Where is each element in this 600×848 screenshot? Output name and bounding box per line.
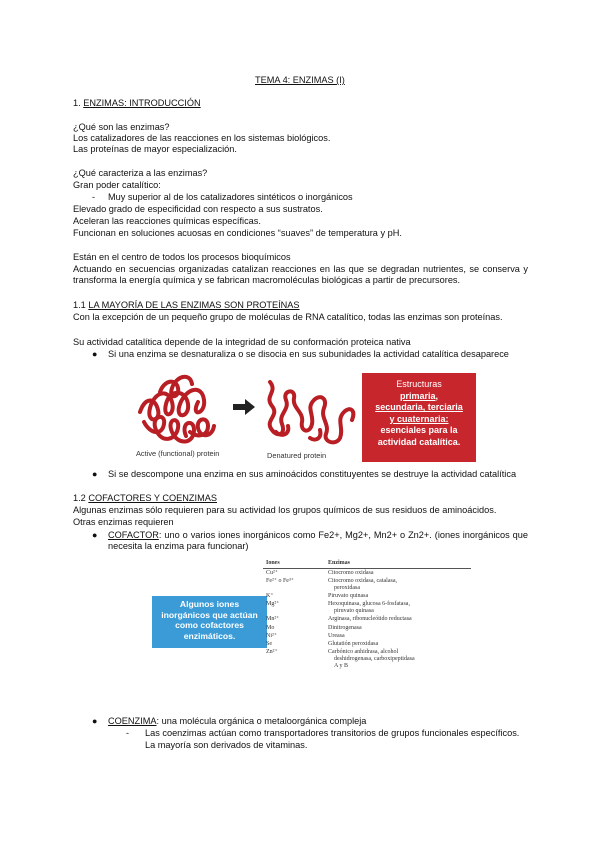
s12-line-2: Otras enzimas requieren	[73, 517, 174, 527]
coenzima-sub: Las coenzimas actúan como transportadores transitorios de grupos funcionales específicos. La mayoría son derivados de vitaminas.	[145, 728, 520, 750]
ion-cell: Zn²⁺	[266, 649, 278, 656]
table-row	[263, 577, 471, 592]
q2-line-3: Aceleran las reacciones químicas específicas.	[73, 216, 261, 226]
ion-cell: K⁺	[266, 592, 274, 599]
s11-bullet-1: Si una enzima se desnaturaliza o se disocia en sus subunidades la actividad catalítica desaparece	[108, 349, 509, 359]
table-row	[263, 649, 471, 671]
enzyme-line: Dinitrogenasa	[328, 624, 362, 631]
table-row	[263, 616, 471, 624]
ions-enzymes-table	[263, 559, 471, 671]
cofactor-text: : uno o varios iones inorgánicos como Fe2+, Mg2+, Mn2+ o Zn2+. (iones inorgánicos que necesita la enzima para funcionar)	[108, 530, 528, 551]
enzyme-line: piruvato quinasa	[334, 608, 374, 615]
caption-denatured-protein: Denatured protein	[267, 451, 327, 460]
cofactor-label: COFACTOR	[108, 530, 159, 540]
callout-line: y cuaternaria:	[389, 413, 449, 424]
section-1-title: ENZIMAS: INTRODUCCIÓN	[83, 98, 201, 108]
enzyme-line: A y B	[334, 663, 349, 670]
enzyme-cell	[325, 632, 471, 640]
callout-line: inorgánicos que actúan	[161, 609, 258, 620]
enzyme-cell	[325, 624, 471, 632]
enzyme-line: Citocromo oxidasa, catalasa,	[328, 577, 397, 584]
table-row	[263, 601, 471, 616]
ion-cell: Ni²⁺	[266, 632, 277, 639]
enzyme-cell	[325, 649, 471, 671]
enzyme-line: peroxidasa	[334, 584, 360, 591]
bullet-icon: ●	[92, 716, 98, 726]
enzyme-cell	[325, 601, 471, 616]
coenzima-label: COENZIMA	[108, 716, 157, 726]
section-1-1-heading	[73, 300, 300, 311]
active-protein-illustration	[140, 377, 214, 442]
callout-line: Estructuras	[396, 379, 442, 389]
q2-line-2: Elevado grado de especificidad con respecto a sus sustratos.	[73, 204, 323, 214]
enzyme-line: Arginasa, ribonucleótido reductasa	[328, 616, 412, 623]
enzyme-line: deshidrogenasa, carboxipeptidasa	[334, 656, 415, 663]
enzyme-cell	[325, 592, 471, 600]
center-paragraph: Actuando en secuencias organizadas catalizan reacciones en las que se degradan nutrientes, se conserva y transforma la energía química y se fabrican macromoléculas biológicas a partir de precursores.	[73, 264, 528, 285]
enzyme-cell	[325, 640, 471, 648]
table-row	[263, 624, 471, 632]
table-row	[263, 640, 471, 648]
section-1-1-title: LA MAYORÍA DE LAS ENZIMAS SON PROTEÍNAS	[88, 300, 300, 310]
s11-line: Con la excepción de un pequeño grupo de moléculas de RNA catalítico, todas las enzimas son proteínas.	[73, 312, 503, 322]
enzyme-line: Carbónico anhidrasa, alcohol	[328, 649, 399, 656]
callout-line: primaria,	[399, 390, 439, 401]
enzyme-line: Glutatión peroxidasa	[328, 640, 379, 647]
enzyme-cell	[325, 577, 471, 592]
q2-line-1: Gran poder catalítico:	[73, 180, 161, 190]
dash-marker: -	[126, 728, 129, 738]
page-title: TEMA 4: ENZIMAS (I)	[255, 75, 345, 85]
ion-cell: Mg²⁺	[266, 601, 280, 608]
enzyme-cell	[325, 616, 471, 624]
center-line: Están en el centro de todos los procesos bioquímicos	[73, 252, 291, 262]
structure-callout	[362, 373, 476, 462]
protein-folding-figure	[130, 362, 360, 462]
header-ions: Iones	[263, 559, 325, 569]
section-1-1-number: 1.1	[73, 300, 86, 310]
q1-line-2: Las proteínas de mayor especialización.	[73, 144, 237, 154]
dash-marker: -	[92, 192, 95, 202]
callout-line: como cofactores	[175, 620, 244, 630]
enzyme-cell	[325, 569, 471, 578]
q1-question: ¿Qué son las enzimas?	[73, 122, 170, 132]
coenzima-text: : una molécula orgánica o metaloorgánica compleja	[156, 716, 367, 726]
ion-cell: Mn²⁺	[266, 616, 280, 623]
ion-cell: Se	[266, 640, 272, 647]
s11-line-2: Su actividad catalítica depende de la integridad de su conformación proteica nativa	[73, 337, 411, 347]
coenzima-item	[108, 716, 366, 727]
callout-line: actividad catalítica.	[377, 436, 461, 447]
callout-line: enzimáticos.	[183, 630, 236, 641]
callout-line: esenciales para la	[380, 425, 458, 435]
s11-bullet-2: Si se descompone una enzima en sus aminoácidos constituyentes se destruye la actividad catalítica	[108, 469, 517, 479]
enzyme-line: Piruvato quinasa	[328, 592, 369, 599]
denatured-protein-illustration	[269, 382, 353, 442]
caption-active-protein: Active (functional) protein	[136, 449, 220, 458]
q2-dash-item: Muy superior al de los catalizadores sintéticos o inorgánicos	[108, 192, 353, 202]
bullet-icon: ●	[92, 349, 98, 359]
section-1-2-heading	[73, 493, 217, 504]
ion-cell: Cu²⁺	[266, 569, 278, 576]
enzyme-line: Ureasa	[328, 632, 345, 639]
section-1-2-number: 1.2	[73, 493, 86, 503]
q2-line-4: Funcionan en soluciones acuosas en condiciones “suaves” de temperatura y pH.	[73, 228, 402, 238]
ion-cell: Fe²⁺ o Fe³⁺	[266, 577, 294, 584]
callout-line: secundaria, terciaria	[375, 402, 463, 412]
enzyme-line: Citocromo oxidasa	[328, 569, 374, 576]
arrow-right-icon	[233, 399, 255, 415]
s12-line-1: Algunas enzimas sólo requieren para su actividad los grupos químicos de sus residuos de aminoácidos.	[73, 505, 497, 515]
bullet-icon: ●	[92, 530, 98, 540]
ions-callout	[152, 596, 267, 648]
q2-question: ¿Qué caracteriza a las enzimas?	[73, 168, 208, 178]
header-enzymes: Enzimas	[325, 559, 471, 569]
enzyme-line: Hexoquinasa, glucosa 6-fosfatasa,	[328, 601, 410, 608]
table-row	[263, 592, 471, 600]
q1-line-1: Los catalizadores de las reacciones en los sistemas biológicos.	[73, 133, 331, 143]
table-row	[263, 569, 471, 578]
section-1-2-title: COFACTORES Y COENZIMAS	[88, 493, 217, 503]
callout-line: Algunos iones	[179, 599, 240, 609]
bullet-icon: ●	[92, 469, 98, 479]
cofactor-item	[108, 530, 528, 552]
section-1-number: 1.	[73, 98, 81, 108]
table-row	[263, 632, 471, 640]
ion-cell: Mo	[266, 624, 275, 631]
section-1-heading	[73, 98, 201, 109]
